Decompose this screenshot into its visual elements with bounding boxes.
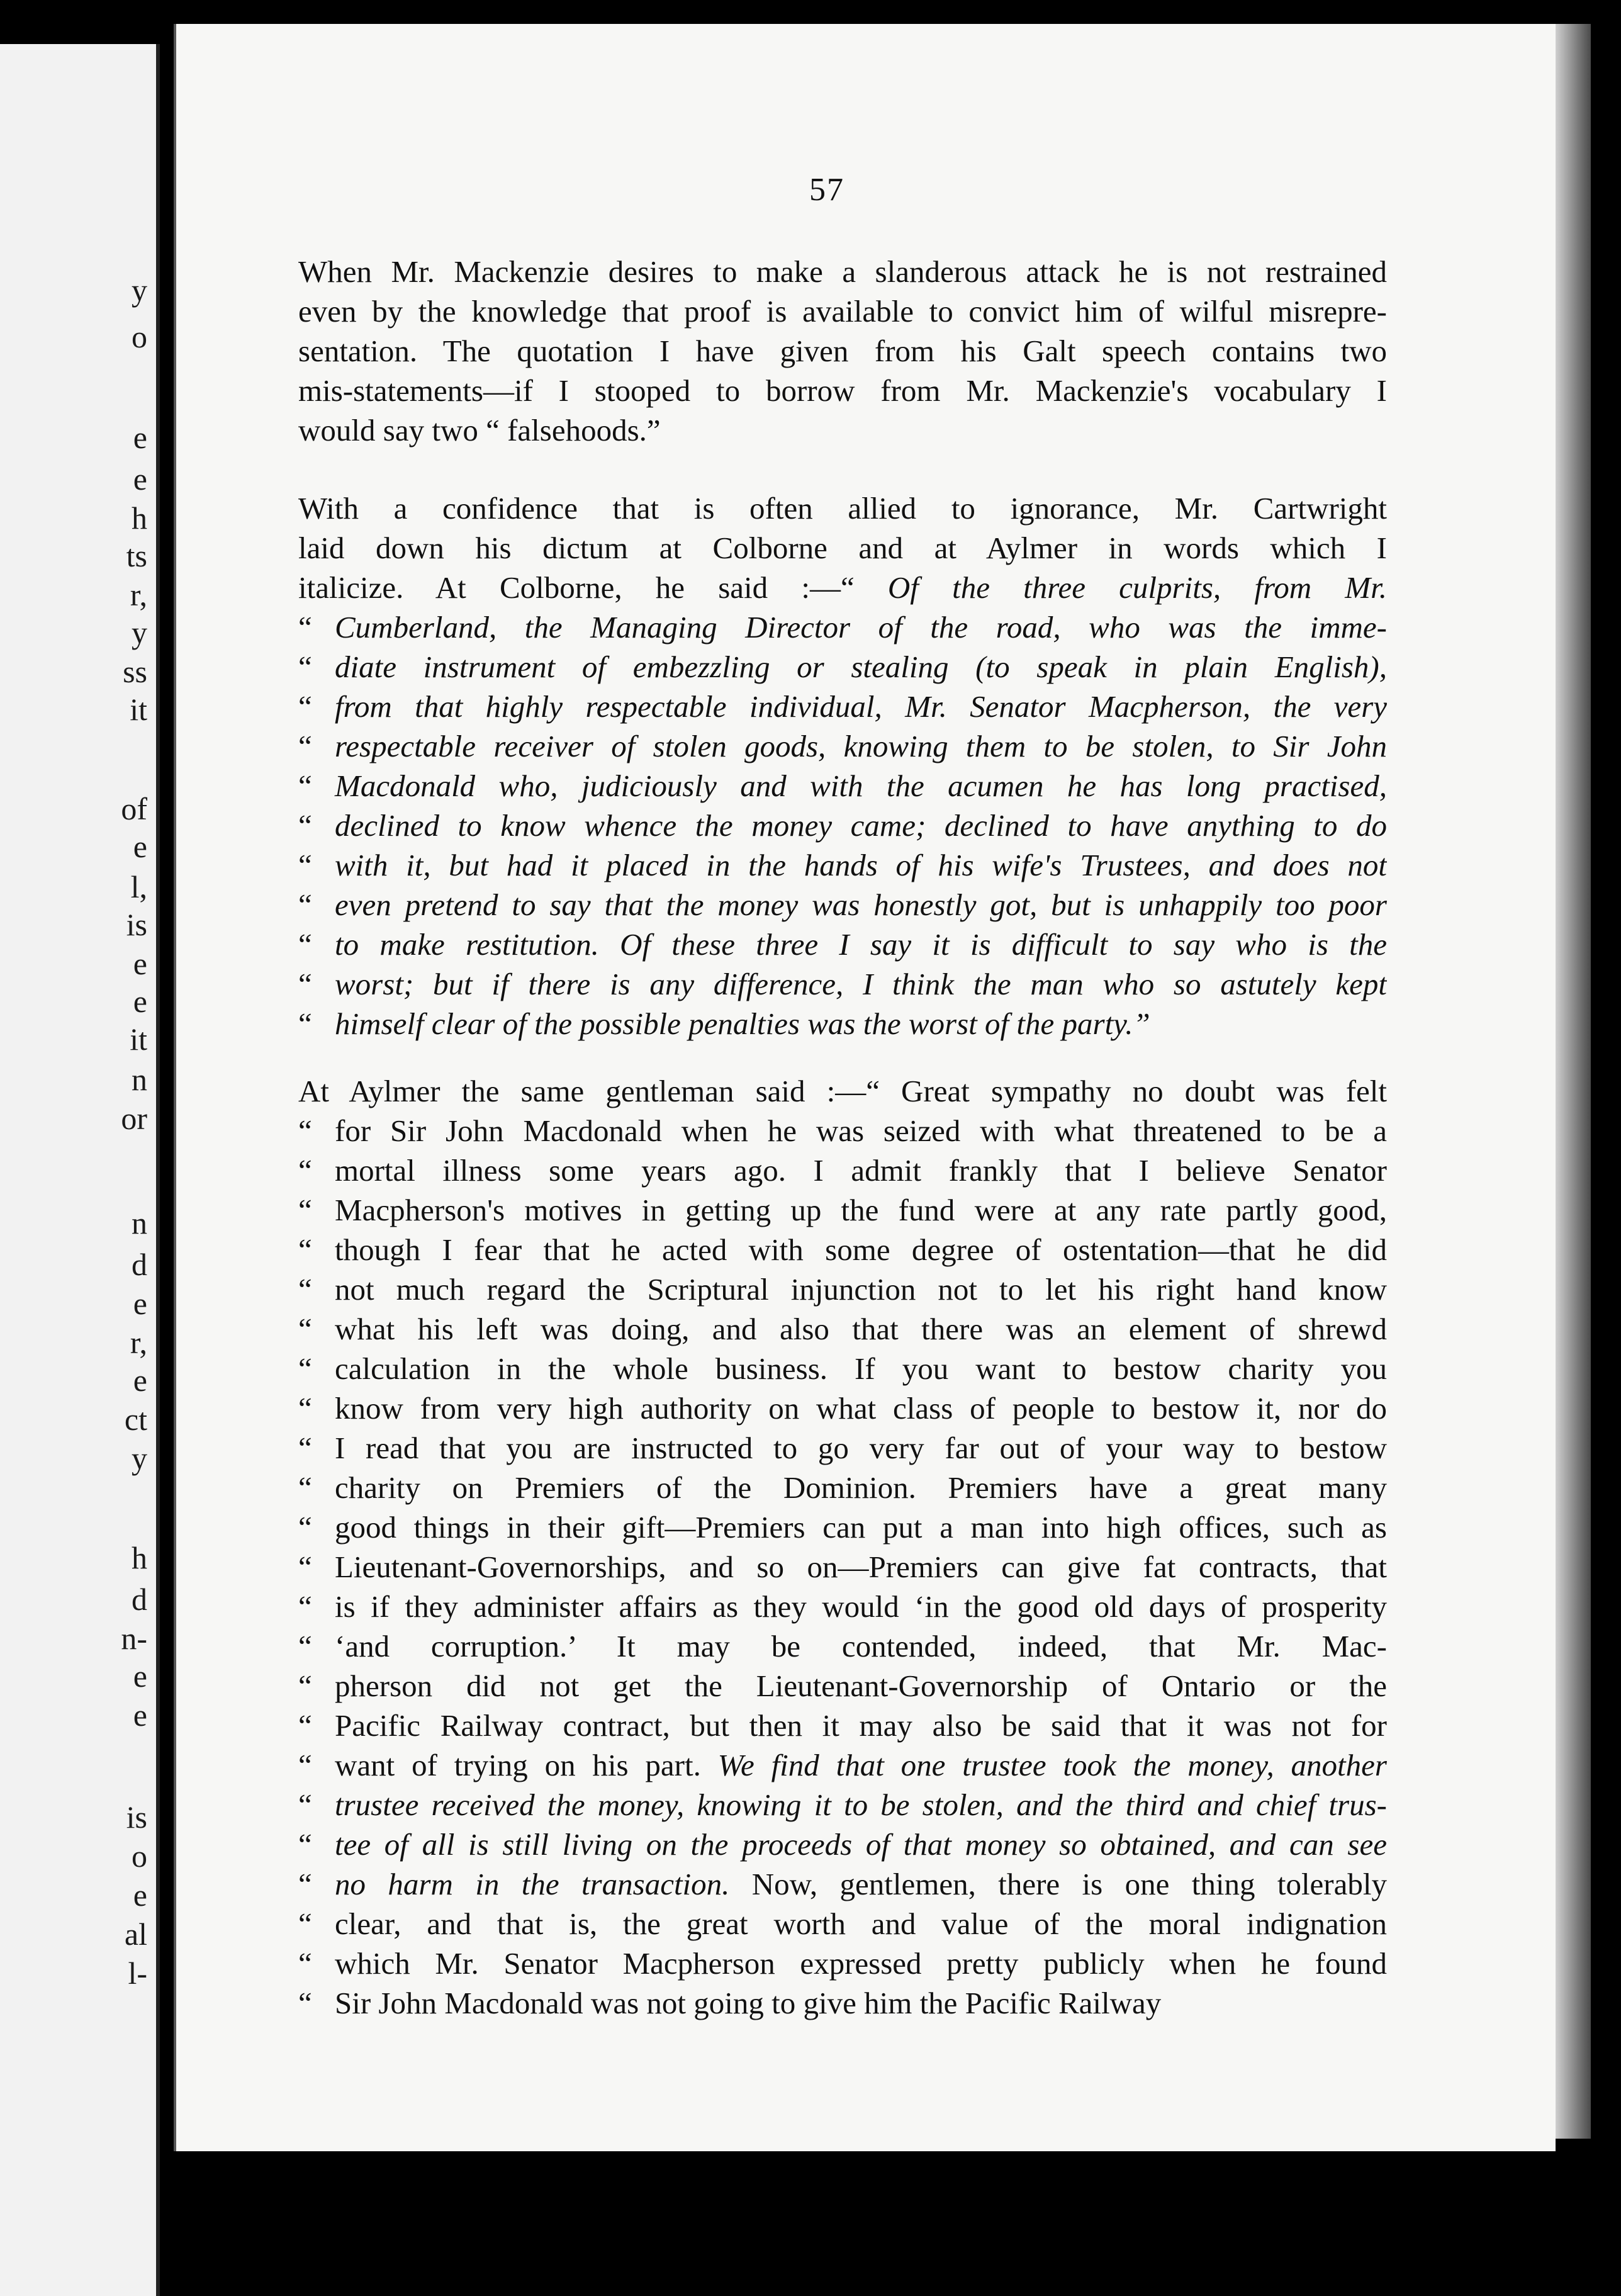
- quote-mark: “: [298, 1193, 312, 1227]
- facing-page-fragment: e: [133, 1877, 147, 1913]
- facing-page-fragment: is: [126, 1799, 147, 1835]
- text-line: [298, 1626, 1387, 1666]
- italic-text: declined to know whence the money came; declined to have anything to do: [335, 808, 1387, 843]
- text-run: is if they administer affairs as they would ‘in the good old days of prosperity: [335, 1589, 1387, 1624]
- text-line: [298, 488, 1387, 528]
- text-line: [298, 1230, 1387, 1269]
- text-run: With a confidence that is often allied to ignorance, Mr. Cartwright: [298, 491, 1387, 526]
- facing-page-fragment: n: [132, 1205, 147, 1241]
- quote-mark: “: [298, 1986, 312, 2020]
- text-line: [298, 1468, 1387, 1507]
- text-run: what his left was doing, and also that there was an element of shrewd: [335, 1312, 1387, 1346]
- text-line: [298, 291, 1387, 331]
- text-run: Sir John Macdonald was not going to give him the Pacific Railway: [335, 1986, 1162, 2020]
- text-run: for Sir John Macdonald when he was seized with what threatened to be a: [335, 1113, 1387, 1148]
- italic-text: diate instrument of embezzling or stealing (to speak in plain English),: [335, 650, 1387, 684]
- quote-mark: “: [298, 1006, 312, 1041]
- quote-mark: “: [298, 610, 312, 644]
- facing-page-fragment: l-: [128, 1956, 147, 1991]
- text-line: [298, 331, 1387, 371]
- text-run: would say two “ falsehoods.”: [298, 413, 661, 447]
- italic-text: Of the three culprits, from Mr.: [887, 570, 1387, 605]
- facing-page-fragment: o: [132, 1838, 147, 1874]
- text-run: Now, gentlemen, there is one thing tolerably: [729, 1867, 1387, 1901]
- quote-mark: “: [298, 1312, 312, 1346]
- quote-mark: “: [298, 689, 312, 724]
- facing-page-fragment: d: [132, 1582, 147, 1617]
- facing-page-fragment: ss: [123, 654, 147, 689]
- text-run: though I fear that he acted with some degree of ostentation—that he did: [335, 1232, 1387, 1267]
- quote-mark: “: [298, 1708, 312, 1743]
- paragraph-colborne-quote: [298, 488, 1387, 1044]
- facing-page-fragment: ts: [126, 538, 147, 573]
- text-line: [298, 1983, 1387, 2023]
- facing-page: [0, 44, 160, 2296]
- italic-text: even pretend to say that the money was honestly got, but is unhappily too poor: [335, 887, 1387, 922]
- quote-mark: “: [298, 967, 312, 1001]
- text-line: [298, 607, 1387, 647]
- text-run: good things in their gift—Premiers can put a man into high offices, such as: [335, 1510, 1387, 1545]
- text-line: [298, 1428, 1387, 1468]
- page-number: 57: [809, 172, 844, 208]
- facing-page-fragment: h: [132, 1540, 147, 1575]
- text-line: [298, 1071, 1387, 1111]
- text-run: which Mr. Senator Macpherson expressed pretty publicly when he found: [335, 1946, 1387, 1981]
- text-line: [298, 1349, 1387, 1388]
- paragraph-mackenzie: [298, 252, 1387, 450]
- quote-mark: “: [298, 1232, 312, 1267]
- text-line: [298, 885, 1387, 925]
- text-run: I read that you are instructed to go very far out of your way to bestow: [335, 1431, 1387, 1465]
- italic-text: Cumberland, the Managing Director of the road, who was the imme-: [335, 610, 1387, 644]
- text-run: not much regard the Scriptural injunction not to let his right hand know: [335, 1272, 1387, 1307]
- facing-page-fragment: y: [132, 1441, 147, 1476]
- quote-mark: “: [298, 1748, 312, 1782]
- paragraph-aylmer-quote: [298, 1071, 1387, 2023]
- facing-page-fragment: ct: [124, 1402, 147, 1437]
- quote-mark: “: [298, 1351, 312, 1386]
- italic-text: tee of all is still living on the proceeds of that money so obtained, and can see: [335, 1827, 1387, 1862]
- quote-mark: “: [298, 848, 312, 882]
- quote-mark: “: [298, 1669, 312, 1703]
- text-line: [298, 687, 1387, 726]
- text-line: [298, 806, 1387, 845]
- text-run: italicize. At Colborne, he said :—“: [298, 570, 888, 605]
- text-run: laid down his dictum at Colborne and at Aylmer in words which I: [298, 531, 1387, 565]
- text-line: [298, 1825, 1387, 1864]
- quote-mark: “: [298, 1153, 312, 1188]
- facing-page-fragment: e: [133, 1286, 147, 1321]
- text-run: know from very high authority on what class of people to bestow it, nor do: [335, 1391, 1387, 1426]
- quote-mark: “: [298, 650, 312, 684]
- quote-mark: “: [298, 1629, 312, 1663]
- facing-page-fragment: e: [133, 946, 147, 981]
- facing-page-fragment: e: [133, 984, 147, 1019]
- text-line: [298, 410, 1387, 450]
- facing-page-fragment: n: [132, 1062, 147, 1097]
- text-line: [298, 1269, 1387, 1309]
- page-edge: [1556, 24, 1591, 2139]
- quote-mark: “: [298, 1113, 312, 1148]
- text-line: [298, 252, 1387, 291]
- quote-mark: “: [298, 1391, 312, 1426]
- text-line: [298, 1785, 1387, 1825]
- facing-page-fragment: y: [132, 615, 147, 650]
- quote-mark: “: [298, 808, 312, 843]
- facing-page-fragment: r,: [130, 1325, 147, 1360]
- quote-mark: “: [298, 1787, 312, 1822]
- text-line: [298, 1904, 1387, 1944]
- text-line: [298, 528, 1387, 568]
- text-run: even by the knowledge that proof is available to convict him of wilful misrepre-: [298, 294, 1387, 329]
- facing-page-fragment: d: [132, 1247, 147, 1282]
- text-line: [298, 1309, 1387, 1349]
- facing-page-fragment: it: [130, 692, 147, 727]
- italic-text: We find that one trustee took the money, another: [717, 1748, 1387, 1782]
- facing-page-fragment: e: [133, 420, 147, 455]
- facing-page-fragment: of: [121, 791, 147, 826]
- text-line: [298, 1745, 1387, 1785]
- facing-page-fragment: e: [133, 1363, 147, 1398]
- text-line: [298, 1004, 1387, 1044]
- text-line: [298, 1507, 1387, 1547]
- text-line: [298, 1706, 1387, 1745]
- text-line: [298, 1388, 1387, 1428]
- quote-mark: “: [298, 1550, 312, 1584]
- text-line: [298, 1666, 1387, 1706]
- quote-mark: “: [298, 887, 312, 922]
- quote-mark: “: [298, 1867, 312, 1901]
- italic-text: trustee received the money, knowing it to be stolen, and the third and chief trus-: [335, 1787, 1387, 1822]
- italic-text: with it, but had it placed in the hands of his wife's Trustees, and does not: [335, 848, 1387, 882]
- text-line: [298, 845, 1387, 885]
- text-line: [298, 726, 1387, 766]
- facing-page-fragment: h: [132, 500, 147, 536]
- quote-mark: “: [298, 1510, 312, 1545]
- text-run: pherson did not get the Lieutenant-Governorship of Ontario or the: [335, 1669, 1387, 1703]
- facing-page-fragment: or: [121, 1101, 147, 1136]
- text-line: [298, 766, 1387, 806]
- text-line: [298, 1111, 1387, 1151]
- text-run: clear, and that is, the great worth and value of the moral indignation: [335, 1906, 1387, 1941]
- quote-mark: “: [298, 1827, 312, 1862]
- quote-mark: “: [298, 768, 312, 803]
- quote-mark: “: [298, 1470, 312, 1505]
- facing-page-fragment: e: [133, 1658, 147, 1694]
- text-run: Lieutenant-Governorships, and so on—Premiers can give fat contracts, that: [335, 1550, 1387, 1584]
- facing-page-fragment: y: [132, 273, 147, 308]
- facing-page-fragment: l,: [130, 869, 147, 904]
- facing-page-fragment: al: [124, 1916, 147, 1952]
- italic-text: no harm in the transaction.: [335, 1867, 730, 1901]
- text-line: [298, 1587, 1387, 1626]
- text-run: ‘and corruption.’ It may be contended, indeed, that Mr. Mac-: [335, 1629, 1387, 1663]
- text-line: [298, 1190, 1387, 1230]
- text-run: want of trying on his part.: [335, 1748, 718, 1782]
- text-run: mis-statements—if I stooped to borrow from Mr. Mackenzie's vocabulary I: [298, 373, 1387, 408]
- text-line: [298, 964, 1387, 1004]
- text-line: [298, 925, 1387, 964]
- italic-text: Macdonald who, judiciously and with the acumen he has long practised,: [335, 768, 1387, 803]
- italic-text: to make restitution. Of these three I say it is difficult to say who is the: [335, 927, 1387, 962]
- quote-mark: “: [298, 927, 312, 962]
- text-run: sentation. The quotation I have given from his Galt speech contains two: [298, 334, 1387, 368]
- text-run: mortal illness some years ago. I admit frankly that I believe Senator: [335, 1153, 1387, 1188]
- facing-page-fragment: e: [133, 461, 147, 497]
- text-line: [298, 647, 1387, 687]
- quote-mark: “: [298, 1431, 312, 1465]
- quote-mark: “: [298, 1946, 312, 1981]
- quote-mark: “: [298, 729, 312, 763]
- italic-text: respectable receiver of stolen goods, knowing them to be stolen, to Sir John: [335, 729, 1387, 763]
- text-run: When Mr. Mackenzie desires to make a slanderous attack he is not restrained: [298, 254, 1387, 289]
- quote-mark: “: [298, 1906, 312, 1941]
- text-run: At Aylmer the same gentleman said :—“ Great sympathy no doubt was felt: [298, 1074, 1387, 1108]
- text-line: [298, 1151, 1387, 1190]
- italic-text: worst; but if there is any difference, I think the man who so astutely kept: [335, 967, 1387, 1001]
- text-run: Pacific Railway contract, but then it may also be said that it was not for: [335, 1708, 1387, 1743]
- facing-page-fragment: r,: [130, 577, 147, 612]
- text-line: [298, 371, 1387, 410]
- text-run: charity on Premiers of the Dominion. Premiers have a great many: [335, 1470, 1387, 1505]
- quote-mark: “: [298, 1272, 312, 1307]
- text-line: [298, 1864, 1387, 1904]
- facing-page-fragment: o: [132, 319, 147, 354]
- text-line: [298, 1944, 1387, 1983]
- facing-page-fragment: n-: [121, 1621, 147, 1656]
- facing-page-fragment: e: [133, 1697, 147, 1733]
- text-line: [298, 1547, 1387, 1587]
- quote-mark: “: [298, 1589, 312, 1624]
- facing-page-fragment: it: [130, 1021, 147, 1057]
- text-run: calculation in the whole business. If you want to bestow charity you: [335, 1351, 1387, 1386]
- facing-page-fragment: is: [126, 907, 147, 942]
- text-run: Macpherson's motives in getting up the fund were at any rate partly good,: [335, 1193, 1387, 1227]
- italic-text: from that highly respectable individual, Mr. Senator Macpherson, the very: [335, 689, 1387, 724]
- italic-text: himself clear of the possible penalties was the worst of the party.”: [335, 1006, 1150, 1041]
- text-line: [298, 568, 1387, 607]
- facing-page-fragment: e: [133, 829, 147, 864]
